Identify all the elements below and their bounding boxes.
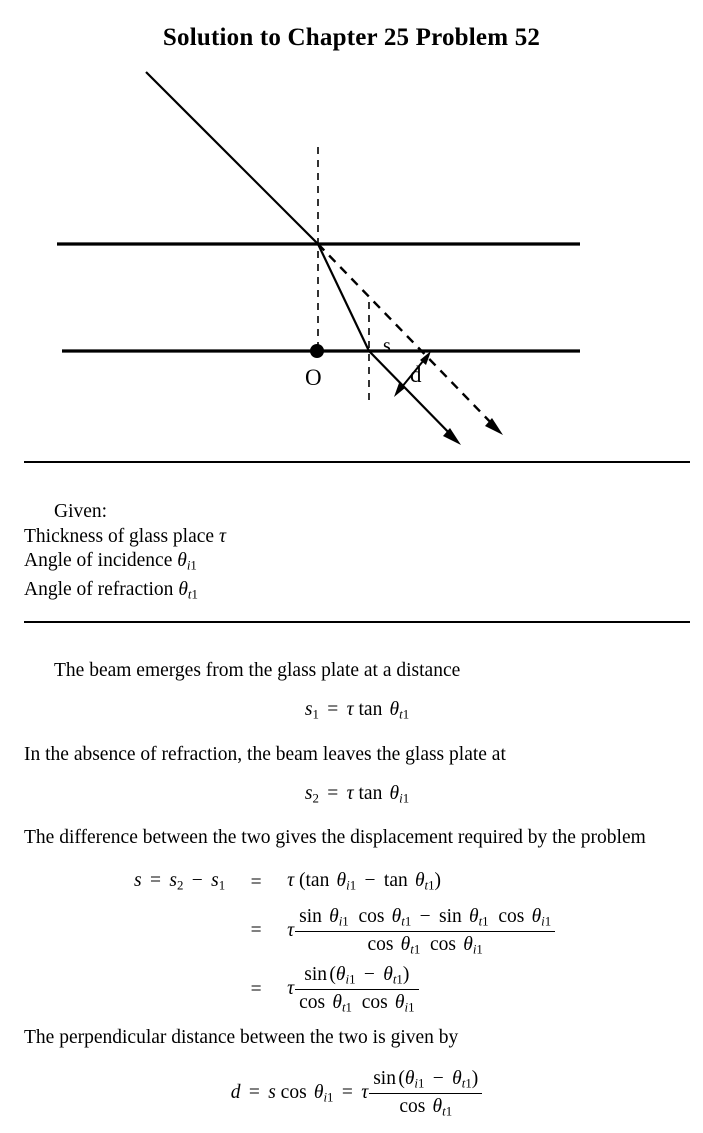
paragraph-perpendicular-distance: The perpendicular distance between the two is given by bbox=[24, 1026, 459, 1048]
solution-body bbox=[24, 658, 690, 1133]
section-divider-bottom bbox=[24, 621, 690, 623]
derivation-row-3 bbox=[134, 960, 556, 1019]
derivation-rhs-3: τ $\sin (\theta_{i1} - \theta_{t1})$ $\cos \theta_{t1}$ $\cos \theta_{i1}$ bbox=[271, 960, 556, 1019]
ray-diagram bbox=[0, 55, 703, 465]
ray-diagram-svg bbox=[0, 55, 703, 465]
equation-s2: $s_2 = \tau$ $\tan \theta_{i1}$ bbox=[304, 782, 410, 806]
paragraph-absence-of-refraction: In the absence of refraction, the beam leaves the glass plate at bbox=[24, 743, 506, 765]
derivation-relation-2: = bbox=[250, 920, 262, 942]
equation-s1: $s_1 = \tau$ $\tan \theta_{t1}$ bbox=[304, 699, 410, 722]
given-section bbox=[24, 500, 524, 607]
paragraph-beam-emerges: The beam emerges from the glass plate at a distance bbox=[54, 660, 461, 681]
given-line-thickness: Thickness of glass place τ bbox=[24, 525, 226, 547]
derivation-row-2 bbox=[134, 902, 556, 961]
derivation-rhs-2: τ $\sin \theta_{i1}$ $\cos \theta_{t1} - \sin \theta_{t1}$ $\cos \theta_{i1}$ $\cos \theta_{t1}$ $\cos \theta_{i1}$ bbox=[271, 902, 556, 961]
lateral-shift-label: s bbox=[383, 335, 391, 357]
undeviated-ray-dashed bbox=[318, 244, 497, 429]
origin-point-marker bbox=[310, 344, 324, 358]
derivation-rhs-1: τ (tan $\theta_{i1} - \tan \theta_{t1}$) bbox=[287, 870, 442, 893]
page-title: Solution to Chapter 25 Problem 52 bbox=[162, 24, 541, 51]
derivation-relation-3: = bbox=[250, 978, 262, 1000]
derivation-lhs: $s = s_2 - s_1$ bbox=[134, 870, 226, 893]
given-line-refraction: Angle of refraction $\theta_{t1}$ bbox=[24, 579, 198, 602]
section-divider-top bbox=[24, 461, 690, 463]
equation-d: d = s $\cos \theta_{i1} = \tau$ $\frac{\sin (\theta_{i1} - \theta_{t1})}{\cos \theta_{t1}}$ bbox=[24, 1067, 690, 1120]
incident-ray bbox=[146, 72, 318, 244]
derivation-row-1 bbox=[134, 865, 556, 902]
refracted-ray-inside-glass bbox=[318, 244, 369, 351]
derivation-relation-1: = bbox=[250, 872, 262, 894]
perpendicular-shift-label: d bbox=[410, 362, 422, 387]
given-heading: Given: bbox=[54, 501, 108, 522]
paragraph-difference-displacement: The difference between the two gives the displacement required by the problem bbox=[24, 827, 646, 849]
derivation-lhs-empty bbox=[134, 902, 241, 961]
derivation-lhs-empty-2 bbox=[134, 960, 241, 1019]
given-line-incidence: Angle of incidence $\theta_{i1}$ bbox=[24, 550, 197, 573]
origin-label: O bbox=[305, 365, 322, 390]
derivation-block bbox=[24, 865, 690, 1019]
derivation-table bbox=[134, 865, 556, 1019]
